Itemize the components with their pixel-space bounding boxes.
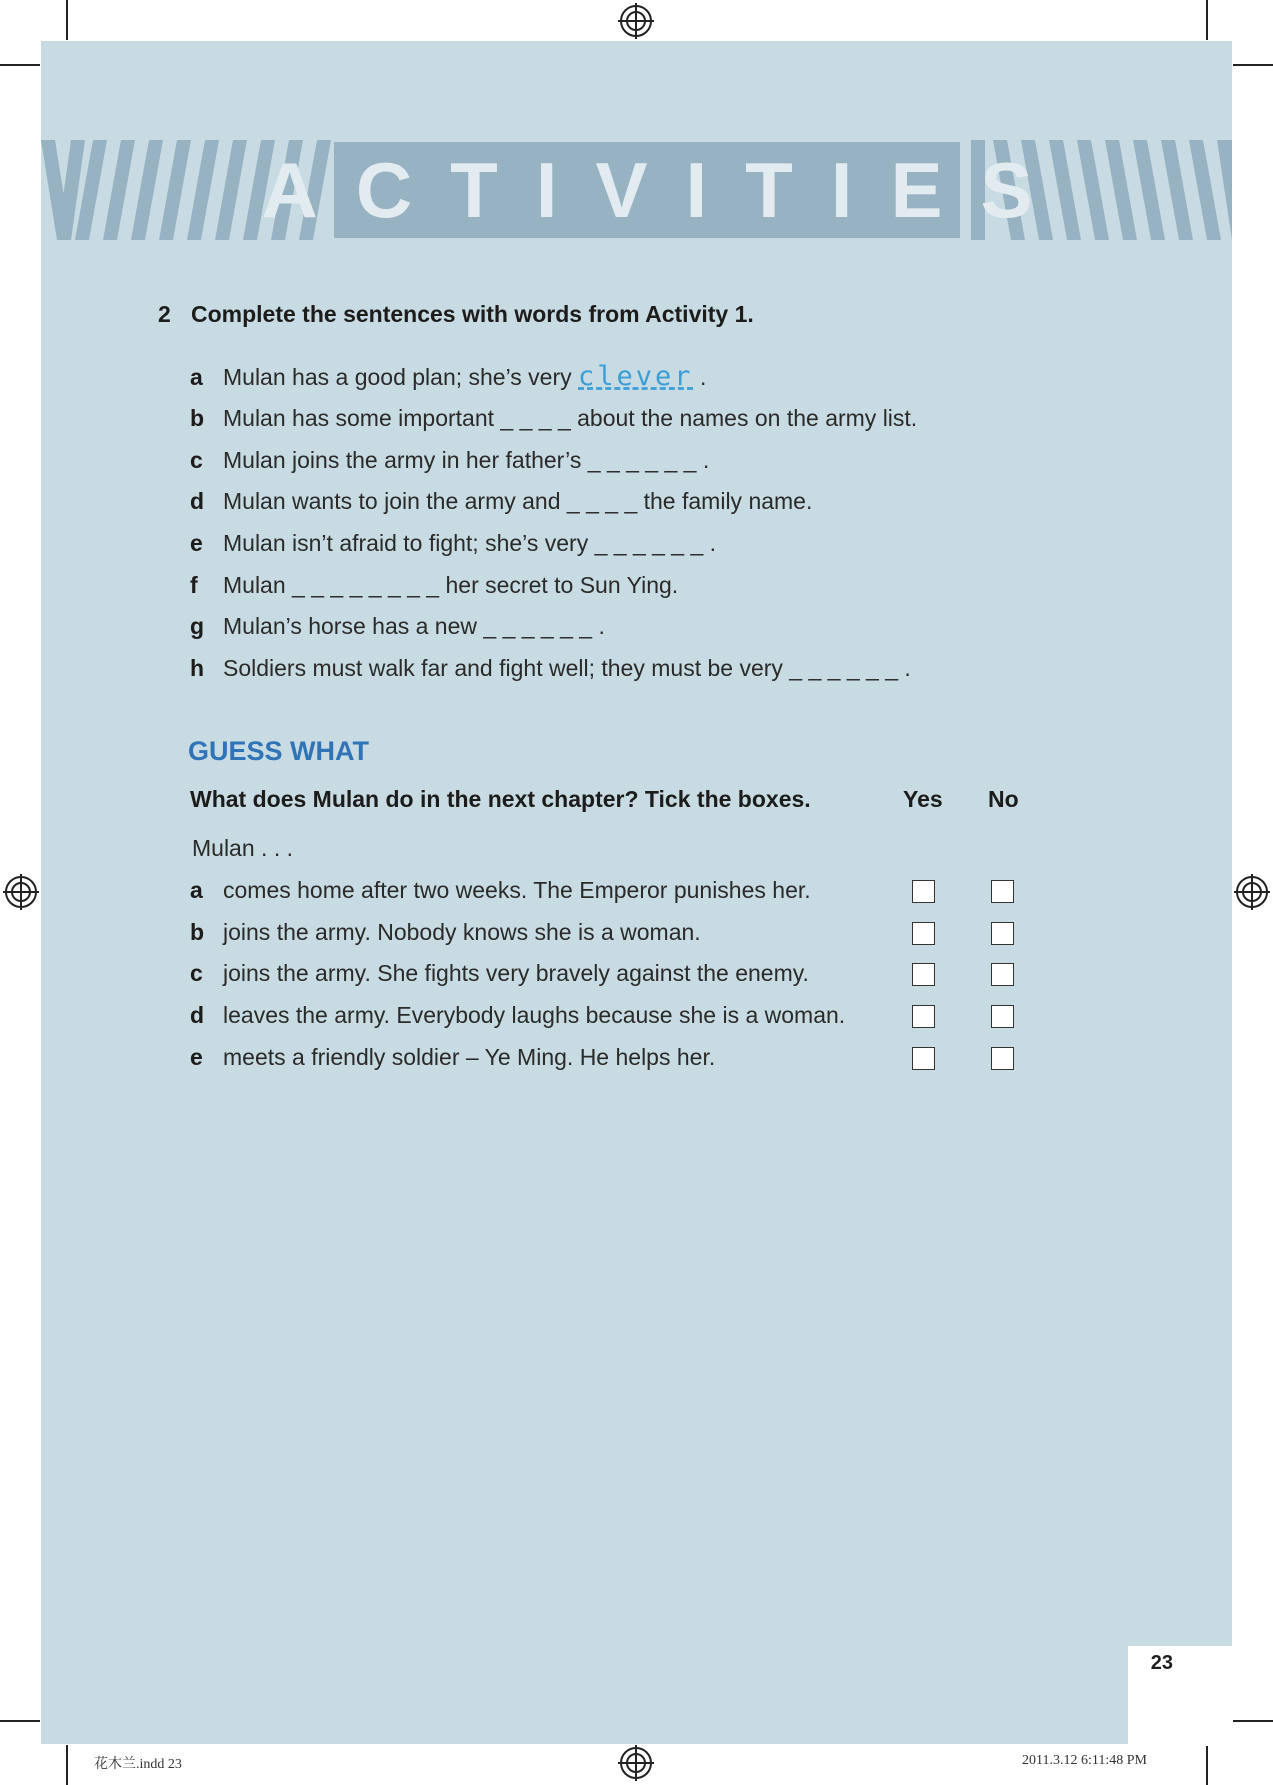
- guess-item: [190, 960, 809, 987]
- item-text: Soldiers must walk far and fight well; they must be very _ _ _ _ _ _ .: [223, 655, 911, 681]
- item-letter: c: [190, 960, 203, 986]
- registration-mark-icon: [3, 874, 39, 910]
- sentence-item: [190, 488, 812, 515]
- crop-mark: [1233, 64, 1273, 66]
- sentence-item: [190, 405, 917, 432]
- item-text: Mulan _ _ _ _ _ _ _ _ her secret to Sun Ying.: [223, 572, 679, 598]
- item-text: Mulan’s horse has a new _ _ _ _ _ _ .: [223, 613, 605, 639]
- item-letter: d: [190, 488, 205, 514]
- no-column-header: No: [988, 786, 1019, 812]
- item-letter: g: [190, 613, 205, 639]
- banner-title: ACTIVITIES: [261, 145, 1071, 234]
- item-letter: b: [190, 919, 205, 945]
- item-letter: f: [190, 572, 198, 598]
- yes-checkbox[interactable]: [912, 963, 935, 986]
- crop-mark: [1233, 1720, 1273, 1722]
- activity-number: 2: [158, 301, 171, 327]
- no-checkbox[interactable]: [991, 1005, 1014, 1028]
- guess-item: [190, 1002, 845, 1029]
- crop-mark: [66, 0, 68, 40]
- item-letter: e: [190, 530, 203, 556]
- activities-banner: [261, 142, 1071, 238]
- sentence-item: [190, 655, 911, 682]
- activity-heading: [158, 301, 754, 328]
- item-text: .: [693, 364, 707, 390]
- guess-question: What does Mulan do in the next chapter? Tick the boxes.: [190, 786, 811, 812]
- no-checkbox[interactable]: [991, 922, 1014, 945]
- item-letter: e: [190, 1044, 203, 1070]
- guess-intro: Mulan . . .: [192, 835, 293, 861]
- slug-timestamp: 2011.3.12 6:11:48 PM: [1022, 1753, 1147, 1768]
- crop-mark: [1206, 1745, 1208, 1785]
- crop-mark: [0, 1720, 40, 1722]
- slug-filename: 花木兰.indd 23: [94, 1757, 182, 1772]
- sentence-item: [190, 613, 605, 640]
- item-text: joins the army. Nobody knows she is a woman.: [223, 919, 701, 945]
- yes-checkbox[interactable]: [912, 880, 935, 903]
- guess-item: [190, 919, 701, 946]
- item-text: Mulan wants to join the army and _ _ _ _ the family name.: [223, 488, 813, 514]
- activity-instruction: Complete the sentences with words from Activity 1.: [191, 301, 754, 327]
- registration-mark-icon: [1234, 874, 1270, 910]
- item-letter: a: [190, 877, 203, 903]
- sentence-item: [190, 447, 709, 474]
- item-letter: c: [190, 447, 203, 473]
- item-letter: b: [190, 405, 205, 431]
- crop-mark: [66, 1745, 68, 1785]
- no-checkbox[interactable]: [991, 1047, 1014, 1070]
- item-text: joins the army. She fights very bravely against the enemy.: [223, 960, 809, 986]
- item-text: leaves the army. Everybody laughs because she is a woman.: [223, 1002, 846, 1028]
- item-letter: a: [190, 364, 203, 390]
- registration-mark-icon: [618, 3, 654, 39]
- crop-mark: [0, 64, 40, 66]
- item-letter: h: [190, 655, 205, 681]
- yes-checkbox[interactable]: [912, 1005, 935, 1028]
- crop-mark: [1206, 0, 1208, 40]
- section-title: GUESS WHAT: [188, 736, 369, 766]
- guess-item: [190, 1044, 715, 1071]
- sentence-item: [190, 572, 678, 599]
- yes-column-header: Yes: [903, 786, 943, 812]
- page-number: 23: [1150, 1652, 1173, 1674]
- item-letter: d: [190, 1002, 205, 1028]
- guess-item: [190, 877, 811, 904]
- sentence-item: [190, 530, 716, 557]
- yes-checkbox[interactable]: [912, 1047, 935, 1070]
- no-checkbox[interactable]: [991, 963, 1014, 986]
- registration-mark-icon: [618, 1745, 654, 1781]
- item-text: Mulan has a good plan; she’s very: [223, 364, 579, 390]
- item-text: comes home after two weeks. The Emperor punishes her.: [223, 877, 811, 903]
- no-checkbox[interactable]: [991, 880, 1014, 903]
- sentence-item: [190, 361, 706, 392]
- item-text: Mulan has some important _ _ _ _ about the names on the army list.: [223, 405, 918, 431]
- item-text: meets a friendly soldier – Ye Ming. He helps her.: [223, 1044, 716, 1070]
- yes-checkbox[interactable]: [912, 922, 935, 945]
- item-text: Mulan isn’t afraid to fight; she’s very _ _ _ _ _ _ .: [223, 530, 717, 556]
- item-text: Mulan joins the army in her father’s _ _ _ _ _ _ .: [223, 447, 710, 473]
- handwritten-answer[interactable]: clever: [578, 361, 694, 392]
